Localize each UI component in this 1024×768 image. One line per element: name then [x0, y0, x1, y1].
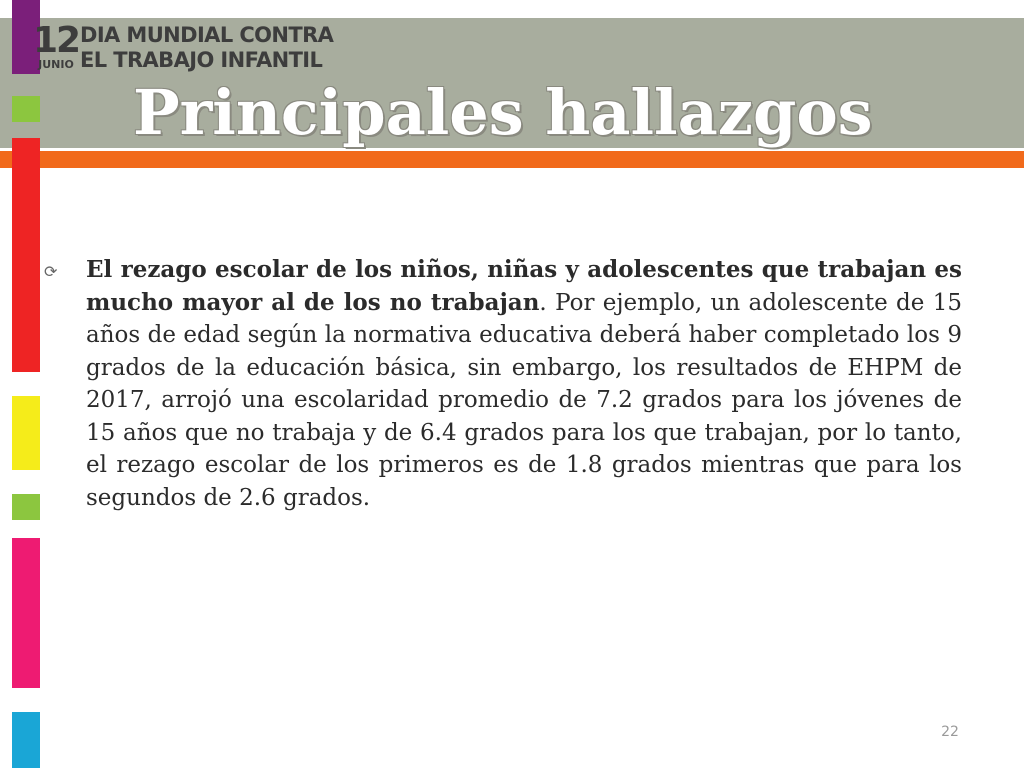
event-logo: [32, 20, 334, 74]
logo-text: [80, 23, 333, 73]
bullet-regular-text: . Por ejemplo, un adolescente de 15 años de edad según la normativa educativa deberá haber completado los 9 grados de la educación básica, sin embargo, los resultados de EHPM de 2017, arrojó una escolaridad promedio de 7.2 grados para los jóvenes de 15 años que no trabaja y de 6.4 grados para los que trabajan, por lo tanto, el rezago escolar de los primeros es de 1.8 grados mientras que para los segundos de 2.6 grados.: [86, 289, 962, 511]
strip-segment-blue: [12, 712, 40, 768]
strip-segment-green-top: [12, 96, 40, 122]
strip-segment-green-mid: [12, 494, 40, 520]
strip-segment-red: [12, 138, 40, 372]
logo-line-1: DIA MUNDIAL CONTRA: [80, 23, 334, 47]
strip-segment-pink: [12, 538, 40, 688]
bullet-bold-text: El rezago escolar de los niños, niñas y adolescentes que trabajan es mucho mayor al de los no trabajan: [86, 256, 962, 316]
header-rule: [0, 151, 1024, 168]
logo-line-2: EL TRABAJO INFANTIL: [80, 48, 323, 72]
logo-date: [32, 20, 80, 74]
logo-day: 12: [32, 20, 80, 61]
logo-month: JUNIO: [38, 58, 74, 71]
bullet-arrow-icon: ⟳: [44, 262, 58, 281]
slide-title: Principales hallazgos: [133, 76, 873, 149]
page-number: 22: [941, 724, 959, 740]
strip-segment-yellow: [12, 396, 40, 470]
bullet-paragraph: [86, 254, 962, 514]
